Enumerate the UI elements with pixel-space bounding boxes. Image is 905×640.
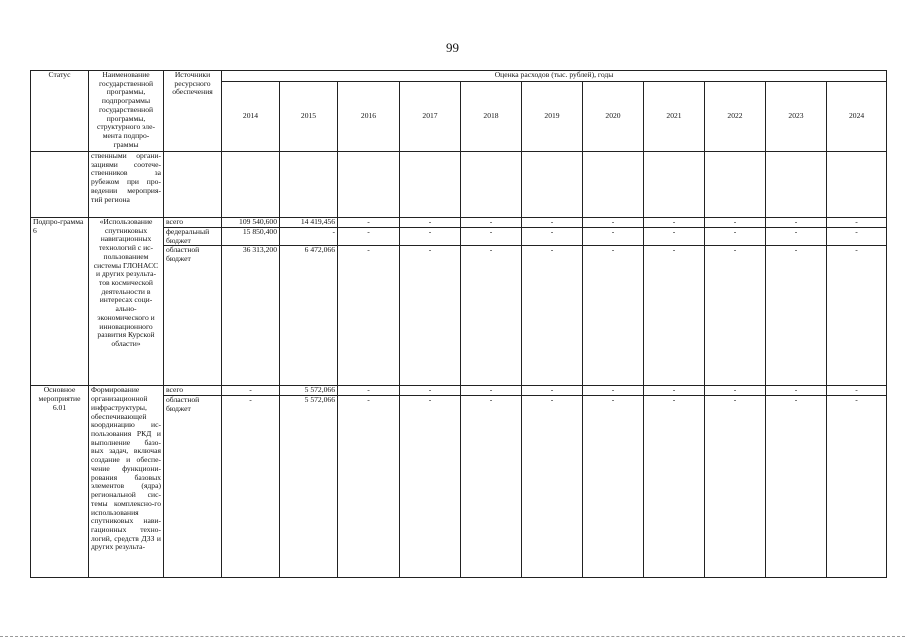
source-cell: федеральный бюджет bbox=[164, 228, 222, 246]
value-cell: - bbox=[522, 246, 583, 386]
activity-status: Основное мероприятие 6.01 bbox=[31, 386, 89, 578]
value-cell: 36 313,200 bbox=[222, 246, 280, 386]
year-header: 2020 bbox=[583, 82, 644, 152]
value-cell: - bbox=[583, 386, 644, 396]
subprogram-name: «Использование спутниковых навигационных технологий с ис-пользованием системы ГЛОНАСС и других результа-тов космической деятельности в интересах соци-ально-экономического и инновационного развития Курской области» bbox=[89, 218, 164, 386]
value-cell: - bbox=[461, 386, 522, 396]
value-cell: - bbox=[705, 218, 766, 228]
value-cell: - bbox=[222, 396, 280, 578]
source-cell: всего bbox=[164, 218, 222, 228]
value-cell: - bbox=[522, 386, 583, 396]
value-cell: - bbox=[827, 228, 887, 246]
value-cell: - bbox=[338, 228, 400, 246]
value-cell: - bbox=[583, 246, 644, 386]
value-cell: - bbox=[522, 228, 583, 246]
continuation-row bbox=[31, 152, 887, 218]
header-name: Наименование государственной программы, подпрограммы государственной программы, структурного эле-мента подпро-граммы bbox=[89, 71, 164, 152]
value-cell: - bbox=[766, 386, 827, 396]
value-cell: - bbox=[461, 228, 522, 246]
value-cell: - bbox=[583, 218, 644, 228]
source-cell: всего bbox=[164, 386, 222, 396]
value-cell: - bbox=[222, 386, 280, 396]
value-cell: - bbox=[400, 386, 461, 396]
continuation-name: ственными органи-зациями соотече-ственников за рубежом при про-ведении мероприя-тий региона bbox=[89, 152, 164, 218]
value-cell: - bbox=[827, 396, 887, 578]
page-number: 99 bbox=[446, 40, 459, 55]
value-cell: - bbox=[705, 246, 766, 386]
page-bottom-divider bbox=[0, 636, 905, 637]
value-cell: - bbox=[338, 386, 400, 396]
value-cell: 5 572,066 bbox=[280, 396, 338, 578]
year-header: 2022 bbox=[705, 82, 766, 152]
header-estimate: Оценка расходов (тыс. рублей), годы bbox=[222, 71, 887, 82]
value-cell: - bbox=[827, 218, 887, 228]
budget-table bbox=[30, 70, 887, 578]
header-status: Статус bbox=[31, 71, 89, 152]
value-cell: 5 572,066 bbox=[280, 386, 338, 396]
value-cell: - bbox=[280, 228, 338, 246]
value-cell: - bbox=[827, 246, 887, 386]
year-header: 2015 bbox=[280, 82, 338, 152]
year-header: 2017 bbox=[400, 82, 461, 152]
value-cell: 109 540,600 bbox=[222, 218, 280, 228]
value-cell: - bbox=[705, 386, 766, 396]
activity-name: Формирование организационной инфраструктуры, обеспечивающей координацию ис-пользования РКД и выполнение базо-вых задач, включая создание и обеспе-чение функциони-рования базовых элементов (ядра) региональной сис-темы комплексно-го использования спутниковых нави-гационных техно-логий, средств ДЗЗ и других результа- bbox=[89, 386, 164, 578]
value-cell: - bbox=[766, 228, 827, 246]
value-cell: - bbox=[766, 396, 827, 578]
value-cell: - bbox=[461, 246, 522, 386]
year-header: 2014 bbox=[222, 82, 280, 152]
value-cell: - bbox=[400, 228, 461, 246]
value-cell: - bbox=[644, 386, 705, 396]
value-cell: - bbox=[827, 386, 887, 396]
value-cell: - bbox=[522, 218, 583, 228]
continuation-status bbox=[31, 152, 89, 218]
value-cell: - bbox=[644, 246, 705, 386]
table-row bbox=[31, 218, 887, 228]
value-cell: - bbox=[644, 218, 705, 228]
source-cell: областной бюджет bbox=[164, 246, 222, 386]
value-cell: - bbox=[644, 228, 705, 246]
value-cell: - bbox=[766, 218, 827, 228]
subprogram-status: Подпро-грамма 6 bbox=[31, 218, 89, 386]
header-sources: Источники ресурсного обеспечения bbox=[164, 71, 222, 152]
value-cell: - bbox=[705, 396, 766, 578]
year-header: 2021 bbox=[644, 82, 705, 152]
value-cell: 15 850,400 bbox=[222, 228, 280, 246]
year-header: 2024 bbox=[827, 82, 887, 152]
value-cell: - bbox=[400, 246, 461, 386]
value-cell: - bbox=[338, 396, 400, 578]
value-cell: - bbox=[461, 396, 522, 578]
value-cell: - bbox=[338, 246, 400, 386]
table-row bbox=[31, 386, 887, 396]
value-cell: - bbox=[766, 246, 827, 386]
value-cell: 6 472,066 bbox=[280, 246, 338, 386]
value-cell: - bbox=[338, 218, 400, 228]
value-cell: - bbox=[583, 396, 644, 578]
year-header: 2016 bbox=[338, 82, 400, 152]
year-header: 2023 bbox=[766, 82, 827, 152]
value-cell: - bbox=[705, 228, 766, 246]
value-cell: - bbox=[522, 396, 583, 578]
value-cell: - bbox=[400, 218, 461, 228]
value-cell: - bbox=[644, 396, 705, 578]
value-cell: - bbox=[400, 396, 461, 578]
continuation-source bbox=[164, 152, 222, 218]
value-cell: - bbox=[583, 228, 644, 246]
value-cell: 14 419,456 bbox=[280, 218, 338, 228]
source-cell: областной бюджет bbox=[164, 396, 222, 578]
year-header: 2019 bbox=[522, 82, 583, 152]
year-header: 2018 bbox=[461, 82, 522, 152]
value-cell: - bbox=[461, 218, 522, 228]
